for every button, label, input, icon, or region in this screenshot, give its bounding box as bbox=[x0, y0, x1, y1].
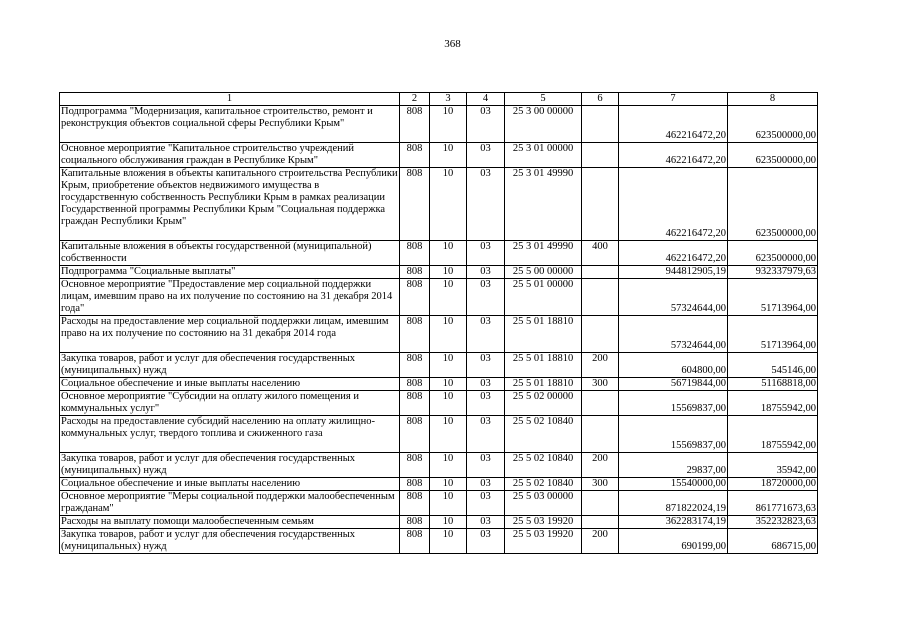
header-cell: 1 bbox=[60, 93, 400, 106]
row-value-cell bbox=[582, 416, 619, 453]
row-value-cell: 25 5 00 00000 bbox=[505, 266, 582, 279]
row-value-cell: 604800,00 bbox=[619, 353, 728, 378]
row-value-cell: 25 3 01 49990 bbox=[505, 241, 582, 266]
row-value-cell: 10 bbox=[430, 516, 467, 529]
row-value-cell bbox=[582, 266, 619, 279]
header-cell: 3 bbox=[430, 93, 467, 106]
row-value-cell: 03 bbox=[467, 516, 505, 529]
row-value-cell: 808 bbox=[400, 168, 430, 241]
row-value-cell: 10 bbox=[430, 378, 467, 391]
row-value-cell: 03 bbox=[467, 168, 505, 241]
table-row bbox=[60, 391, 818, 416]
row-value-cell: 25 5 02 00000 bbox=[505, 391, 582, 416]
row-value-cell: 808 bbox=[400, 106, 430, 143]
table-row bbox=[60, 478, 818, 491]
row-value-cell bbox=[582, 391, 619, 416]
row-value-cell bbox=[582, 279, 619, 316]
row-value-cell: 400 bbox=[582, 241, 619, 266]
row-value-cell: 944812905,19 bbox=[619, 266, 728, 279]
row-value-cell: 29837,00 bbox=[619, 453, 728, 478]
table-row bbox=[60, 353, 818, 378]
table-row bbox=[60, 416, 818, 453]
row-value-cell: 25 5 03 00000 bbox=[505, 491, 582, 516]
row-value-cell: 686715,00 bbox=[728, 529, 818, 554]
row-value-cell: 10 bbox=[430, 143, 467, 168]
row-value-cell: 808 bbox=[400, 416, 430, 453]
row-value-cell bbox=[582, 143, 619, 168]
header-cell: 8 bbox=[728, 93, 818, 106]
row-value-cell: 25 5 01 00000 bbox=[505, 279, 582, 316]
row-value-cell: 200 bbox=[582, 353, 619, 378]
row-value-cell: 623500000,00 bbox=[728, 143, 818, 168]
row-value-cell bbox=[582, 168, 619, 241]
row-value-cell bbox=[582, 491, 619, 516]
row-value-cell: 57324644,00 bbox=[619, 279, 728, 316]
row-value-cell: 03 bbox=[467, 391, 505, 416]
row-value-cell: 10 bbox=[430, 478, 467, 491]
row-value-cell: 57324644,00 bbox=[619, 316, 728, 353]
row-value-cell: 10 bbox=[430, 266, 467, 279]
row-value-cell: 10 bbox=[430, 279, 467, 316]
row-name-cell: Социальное обеспечение и иные выплаты населению bbox=[60, 378, 400, 391]
row-value-cell: 861771673,63 bbox=[728, 491, 818, 516]
row-value-cell: 200 bbox=[582, 453, 619, 478]
row-value-cell: 462216472,20 bbox=[619, 168, 728, 241]
row-value-cell: 690199,00 bbox=[619, 529, 728, 554]
row-value-cell: 808 bbox=[400, 453, 430, 478]
table-row bbox=[60, 378, 818, 391]
row-name-cell: Социальное обеспечение и иные выплаты населению bbox=[60, 478, 400, 491]
table-row bbox=[60, 491, 818, 516]
row-value-cell: 25 3 01 49990 bbox=[505, 168, 582, 241]
row-value-cell: 25 5 01 18810 bbox=[505, 378, 582, 391]
row-name-cell: Закупка товаров, работ и услуг для обеспечения государственных (муниципальных) нужд bbox=[60, 529, 400, 554]
row-name-cell: Расходы на предоставление субсидий населению на оплату жилищно-коммунальных услуг, твердого топлива и сжиженного газа bbox=[60, 416, 400, 453]
page-number: 368 bbox=[444, 38, 461, 50]
budget-table bbox=[59, 92, 818, 554]
row-value-cell: 10 bbox=[430, 168, 467, 241]
row-value-cell: 808 bbox=[400, 353, 430, 378]
row-name-cell: Подпрограмма "Социальные выплаты" bbox=[60, 266, 400, 279]
row-value-cell: 03 bbox=[467, 529, 505, 554]
row-value-cell: 10 bbox=[430, 106, 467, 143]
row-value-cell: 18755942,00 bbox=[728, 391, 818, 416]
row-name-cell: Расходы на выплату помощи малообеспеченным семьям bbox=[60, 516, 400, 529]
row-value-cell: 462216472,20 bbox=[619, 143, 728, 168]
row-value-cell: 03 bbox=[467, 279, 505, 316]
header-cell: 7 bbox=[619, 93, 728, 106]
row-value-cell: 545146,00 bbox=[728, 353, 818, 378]
row-name-cell: Основное мероприятие "Меры социальной поддержки малообеспеченным гражданам" bbox=[60, 491, 400, 516]
row-value-cell: 300 bbox=[582, 478, 619, 491]
table-header-row bbox=[60, 93, 818, 106]
row-value-cell: 871822024,19 bbox=[619, 491, 728, 516]
row-value-cell: 03 bbox=[467, 316, 505, 353]
row-value-cell: 03 bbox=[467, 143, 505, 168]
row-value-cell: 10 bbox=[430, 453, 467, 478]
row-value-cell: 18720000,00 bbox=[728, 478, 818, 491]
row-value-cell: 03 bbox=[467, 106, 505, 143]
row-value-cell: 10 bbox=[430, 391, 467, 416]
row-value-cell: 03 bbox=[467, 478, 505, 491]
row-value-cell: 808 bbox=[400, 241, 430, 266]
row-value-cell: 03 bbox=[467, 491, 505, 516]
header-cell: 5 bbox=[505, 93, 582, 106]
row-value-cell: 03 bbox=[467, 378, 505, 391]
table-row bbox=[60, 516, 818, 529]
row-value-cell: 808 bbox=[400, 279, 430, 316]
row-value-cell: 808 bbox=[400, 391, 430, 416]
row-value-cell bbox=[582, 316, 619, 353]
row-value-cell: 808 bbox=[400, 529, 430, 554]
row-value-cell: 18755942,00 bbox=[728, 416, 818, 453]
table-row bbox=[60, 168, 818, 241]
table-row bbox=[60, 529, 818, 554]
table-row bbox=[60, 279, 818, 316]
row-value-cell: 10 bbox=[430, 353, 467, 378]
row-value-cell: 808 bbox=[400, 478, 430, 491]
row-value-cell: 808 bbox=[400, 266, 430, 279]
row-value-cell: 03 bbox=[467, 241, 505, 266]
header-cell: 4 bbox=[467, 93, 505, 106]
row-value-cell: 200 bbox=[582, 529, 619, 554]
table-row bbox=[60, 241, 818, 266]
row-value-cell: 03 bbox=[467, 353, 505, 378]
row-name-cell: Подпрограмма "Модернизация, капитальное строительство, ремонт и реконструкция объектов социальной сферы Республики Крым" bbox=[60, 106, 400, 143]
row-value-cell: 25 5 01 18810 bbox=[505, 316, 582, 353]
row-value-cell: 352232823,63 bbox=[728, 516, 818, 529]
table-row bbox=[60, 453, 818, 478]
row-value-cell bbox=[582, 516, 619, 529]
row-name-cell: Капитальные вложения в объекты капитального строительства Республики Крым, приобретение объектов недвижимого имущества в государственную собственность Республики Крым в рамках реализации Государственной программы Республики Крым "Социальная поддержка граждан Республики Крым" bbox=[60, 168, 400, 241]
row-value-cell: 808 bbox=[400, 491, 430, 516]
row-value-cell: 362283174,19 bbox=[619, 516, 728, 529]
row-value-cell: 808 bbox=[400, 316, 430, 353]
row-value-cell: 623500000,00 bbox=[728, 106, 818, 143]
row-value-cell: 25 5 02 10840 bbox=[505, 453, 582, 478]
row-value-cell: 10 bbox=[430, 241, 467, 266]
row-value-cell: 462216472,20 bbox=[619, 241, 728, 266]
row-value-cell: 25 5 02 10840 bbox=[505, 478, 582, 491]
row-name-cell: Закупка товаров, работ и услуг для обеспечения государственных (муниципальных) нужд bbox=[60, 353, 400, 378]
row-value-cell: 35942,00 bbox=[728, 453, 818, 478]
row-name-cell: Основное мероприятие "Субсидии на оплату жилого помещения и коммунальных услуг" bbox=[60, 391, 400, 416]
row-value-cell: 623500000,00 bbox=[728, 168, 818, 241]
table-row bbox=[60, 266, 818, 279]
row-value-cell: 51713964,00 bbox=[728, 316, 818, 353]
row-value-cell bbox=[582, 106, 619, 143]
table-row bbox=[60, 316, 818, 353]
row-value-cell: 462216472,20 bbox=[619, 106, 728, 143]
row-value-cell: 623500000,00 bbox=[728, 241, 818, 266]
row-value-cell: 25 5 01 18810 bbox=[505, 353, 582, 378]
table-row bbox=[60, 106, 818, 143]
header-cell: 2 bbox=[400, 93, 430, 106]
row-value-cell: 51713964,00 bbox=[728, 279, 818, 316]
row-name-cell: Основное мероприятие "Предоставление мер социальной поддержки лицам, имевшим право на их получение по состоянию на 31 декабря 2014 года" bbox=[60, 279, 400, 316]
row-value-cell: 03 bbox=[467, 416, 505, 453]
row-value-cell: 25 5 03 19920 bbox=[505, 516, 582, 529]
row-value-cell: 10 bbox=[430, 316, 467, 353]
row-value-cell: 10 bbox=[430, 491, 467, 516]
row-value-cell: 25 5 03 19920 bbox=[505, 529, 582, 554]
row-value-cell: 25 5 02 10840 bbox=[505, 416, 582, 453]
row-name-cell: Капитальные вложения в объекты государственной (муниципальной) собственности bbox=[60, 241, 400, 266]
row-value-cell: 15540000,00 bbox=[619, 478, 728, 491]
row-value-cell: 15569837,00 bbox=[619, 416, 728, 453]
row-value-cell: 25 3 00 00000 bbox=[505, 106, 582, 143]
row-name-cell: Закупка товаров, работ и услуг для обеспечения государственных (муниципальных) нужд bbox=[60, 453, 400, 478]
row-value-cell: 03 bbox=[467, 266, 505, 279]
row-value-cell: 56719844,00 bbox=[619, 378, 728, 391]
row-value-cell: 932337979,63 bbox=[728, 266, 818, 279]
row-value-cell: 10 bbox=[430, 529, 467, 554]
row-value-cell: 808 bbox=[400, 516, 430, 529]
table-row bbox=[60, 143, 818, 168]
row-value-cell: 808 bbox=[400, 378, 430, 391]
row-value-cell: 10 bbox=[430, 416, 467, 453]
row-name-cell: Основное мероприятие "Капитальное строительство учреждений социального обслуживания граждан в Республике Крым" bbox=[60, 143, 400, 168]
row-name-cell: Расходы на предоставление мер социальной поддержки лицам, имевшим право на их получение по состоянию на 31 декабря 2014 года bbox=[60, 316, 400, 353]
row-value-cell: 51168818,00 bbox=[728, 378, 818, 391]
row-value-cell: 300 bbox=[582, 378, 619, 391]
row-value-cell: 03 bbox=[467, 453, 505, 478]
row-value-cell: 15569837,00 bbox=[619, 391, 728, 416]
row-value-cell: 808 bbox=[400, 143, 430, 168]
header-cell: 6 bbox=[582, 93, 619, 106]
row-value-cell: 25 3 01 00000 bbox=[505, 143, 582, 168]
